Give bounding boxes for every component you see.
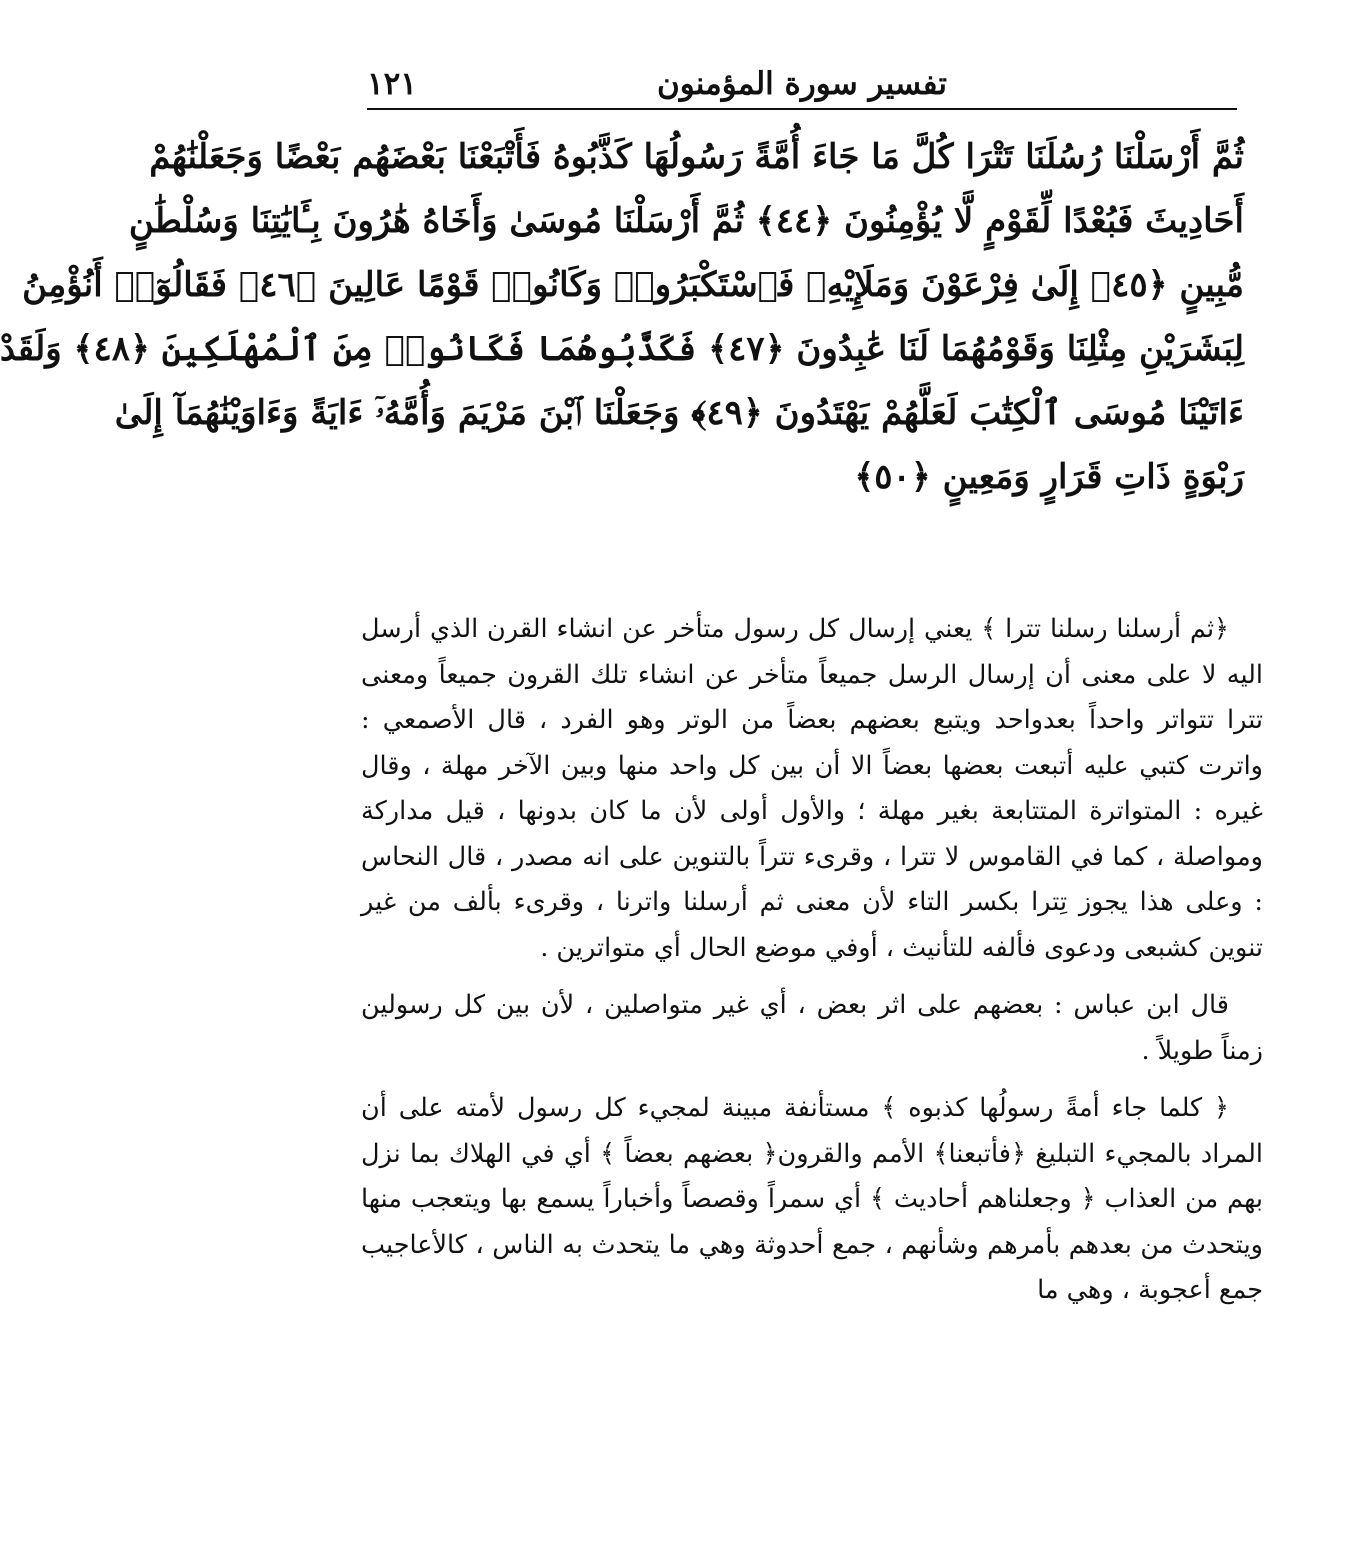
- running-title: تفسير سورة المؤمنون: [657, 66, 947, 102]
- quran-line: ءَاتَيْنَا مُوسَى ٱلْكِتَٰبَ لَعَلَّهُمْ يَهْتَدُونَ ﴿٤٩﴾ وَجَعَلْنَا ٱبْنَ مَرْيَمَ وَأُمَّهُۥٓ ءَايَةً وَءَاوَيْنَٰهُمَآ إِلَىٰ: [114, 393, 1244, 433]
- commentary-paragraph: ﴿ كلما جاء أمةً رسولُها كذبوه ﴾ مستأنفة مبينة لمجيء كل رسول لأمته على أن المراد بالمجيء التبليغ ﴿فأتبعنا﴾ الأمم والقرون﴿ بعضهم بعضاً ﴾ أي في الهلاك بما نزل بهم من العذاب ﴿ وجعلناهم أحاديث ﴾ أي سمراً وقصصاً وأخباراً يسمع بها ويتعجب منها ويتحدث من بعدهم بأمرهم وشأنهم ، جمع أحدوثة وهي ما يتحدث به الناس ، كالأعاجيب جمع أعجوبة ، وهي ما: [361, 1093, 1263, 1305]
- commentary-paragraph: ﴿ثم أرسلنا رسلنا تترا ﴾ يعني إرسال كل رسول متأخر عن انشاء القرن الذي أرسل اليه لا على معنى أن إرسال الرسل جميعاً متأخر عن انشاء تلك القرون جميعاً ومعنى تترا تتواتر واحداً بعدواحد ويتبع بعضهم بعضاً من الوتر وهو الفرد ، قال الأصمعي : واترت كتبي عليه أتبعت بعضها بعضاً الا أن بين كل واحد منها وبين الآخر مهلة ، وقال غيره : المتواترة المتتابعة بغير مهلة ؛ والأول أولى لأن ما كان بدونها ، قيل مداركة ومواصلة ، كما في القاموس لا تترا ، وقرىء تتراً بالتنوين على انه مصدر ، قال النحاس : وعلى هذا يجوز تِترا بكسر التاء لأن معنى ثم أرسلنا واترنا ، وقرىء بألف من غير تنوين كشبعى ودعوى فألفه للتأنيث ، أوفي موضع الحال أي متواترين .: [361, 614, 1263, 963]
- commentary-paragraph: قال ابن عباس : بعضهم على اثر بعض ، أي غير متواصلين ، لأن بين كل رسولين زمناً طويلاً .: [361, 990, 1263, 1066]
- header-rule: [367, 108, 1237, 110]
- quran-line: رَبْوَةٍ ذَاتِ قَرَارٍ وَمَعِينٍ ﴿٥٠﴾: [854, 457, 1244, 497]
- quran-line: مُّبِينٍ ﴿٤٥﴾ إِلَىٰ فِرْعَوْنَ وَمَلَإِيْهِۦ فَٱسْتَكْبَرُوا۟ وَكَانُوا۟ قَوْمًا عَالِينَ ﴿٤٦﴾ فَقَالُوٓا۟ أَنُؤْمِنُ: [22, 265, 1244, 305]
- tafsir-commentary: [361, 607, 1263, 1326]
- quran-line: أَحَادِيثَ فَبُعْدًا لِّقَوْمٍ لَّا يُؤْمِنُونَ ﴿٤٤﴾ ثُمَّ أَرْسَلْنَا مُوسَىٰ وَأَخَاهُ هَٰرُونَ بِـَٔايَٰتِنَا وَسُلْطَٰنٍ: [128, 201, 1244, 241]
- quran-line: ثُمَّ أَرْسَلْنَا رُسُلَنَا تَتْرَا كُلَّ مَا جَاءَ أُمَّةً رَسُولُهَا كَذَّبُوهُ فَأَتْبَعْنَا بَعْضَهُم بَعْضًا وَجَعَلْنَٰهُمْ: [149, 137, 1244, 177]
- quran-verses-block: [0, 125, 1244, 509]
- page-number: ١٢١: [367, 66, 417, 102]
- page-header: [367, 62, 1237, 110]
- quran-line: لِبَشَرَيْنِ مِثْلِنَا وَقَوْمُهُمَا لَنَا عَٰبِدُونَ ﴿٤٧﴾ فَكَذَّبُوهُمَا فَكَانُوا۟ مِنَ ٱلْمُهْلَكِينَ ﴿٤٨﴾ وَلَقَدْ: [0, 329, 1244, 369]
